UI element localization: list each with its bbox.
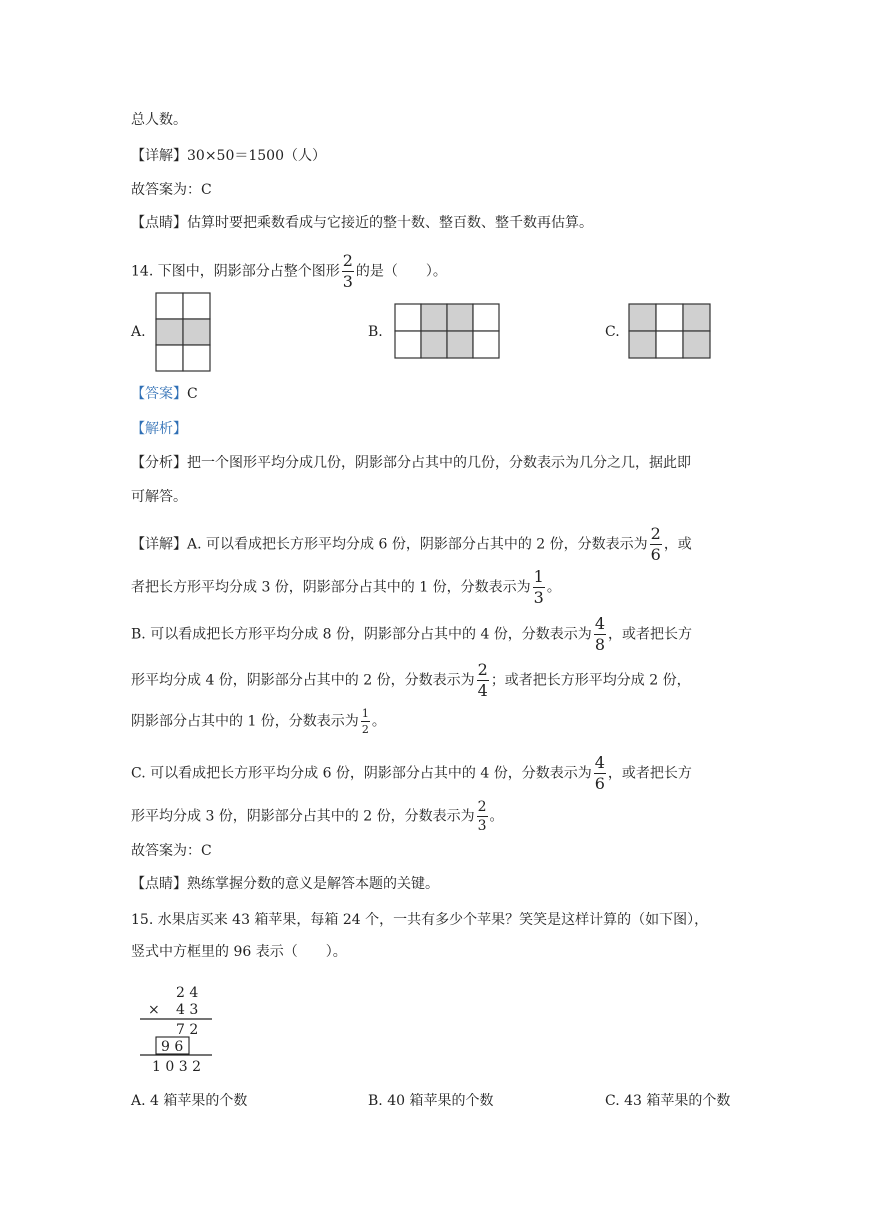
final-answer-line: 故答案为：C <box>131 843 212 859</box>
detail-text: 30×50＝1500（人） <box>187 148 326 164</box>
comment-line-2 <box>131 874 439 894</box>
comment-line <box>131 213 593 233</box>
answer-value: C <box>187 386 198 402</box>
detail-b-line-2 <box>131 662 691 699</box>
detail-b-text-1b: ，或者把长方 <box>608 626 692 643</box>
detail-a-text-1b: ，或 <box>663 536 692 553</box>
question-14-text-a: 14. 下图中，阴影部分占整个图形 <box>131 263 340 280</box>
analysis-text-1: 把一个图形平均分成几份，阴影部分占其中的几份，分数表示为几分之几，据此即 <box>187 455 691 471</box>
detail-b-line-1 <box>131 616 692 653</box>
fraction-two-thirds <box>342 253 354 290</box>
product-result: 1 0 3 2 <box>152 1059 201 1075</box>
q15-option-a: A. 4 箱苹果的个数 <box>131 1093 248 1109</box>
comment-text: 熟练掌握分数的意义是解答本题的关键。 <box>187 876 439 892</box>
fraction-1-2 <box>361 708 370 735</box>
fraction-numerator: 2 <box>477 660 488 679</box>
partial-product-1: 7 2 <box>176 1022 199 1038</box>
fraction-2-3 <box>477 800 488 833</box>
detail-a-text-2b: 。 <box>546 579 561 596</box>
question-14-text-b: 的是（ ）。 <box>355 263 447 280</box>
detail-a-text-2a: 者把长方形平均分成 3 份，阴影部分占其中的 1 份，分数表示为 <box>131 579 531 596</box>
multiplier: 4 3 <box>176 1002 199 1018</box>
fraction-2-6 <box>650 526 662 563</box>
analysis-heading: 【解析】 <box>131 421 187 437</box>
option-b-label: B. <box>368 324 383 340</box>
detail-tag: 【详解】 <box>131 536 187 553</box>
answer-14 <box>131 384 198 404</box>
fraction-numerator: 2 <box>650 524 661 543</box>
detail-b-text-1a: B. 可以看成把长方形平均分成 8 份，阴影部分占其中的 4 份，分数表示为 <box>131 626 592 643</box>
comment-text: 估算时要把乘数看成与它接近的整十数、整百数、整千数再估算。 <box>187 215 593 231</box>
detail-c-text-2b: 。 <box>489 808 504 825</box>
analysis-tag: 【分析】 <box>131 455 187 471</box>
detail-c-text-1b: ，或者把长方 <box>607 765 692 782</box>
fraction-numerator: 2 <box>477 799 487 815</box>
detail-c-text-1a: C. 可以看成把长方形平均分成 6 份，阴影部分占其中的 4 份，分数表示为 <box>131 765 592 782</box>
fraction-denominator: 8 <box>594 635 605 654</box>
analysis-line-1 <box>131 453 691 473</box>
times-sign: × <box>148 1002 160 1018</box>
figure-b-grid <box>394 303 502 361</box>
figure-c-grid <box>628 303 712 361</box>
multiplicand: 2 4 <box>176 985 199 1001</box>
text-line: 总人数。 <box>131 112 187 128</box>
detail-a-line-1 <box>131 526 692 563</box>
fraction-numerator: 4 <box>594 614 605 633</box>
fraction-denominator: 2 <box>361 723 369 736</box>
question-14 <box>131 253 447 290</box>
fraction-denominator: 4 <box>477 681 488 700</box>
q15-option-b: B. 40 箱苹果的个数 <box>368 1093 494 1109</box>
fraction-denominator: 6 <box>650 545 661 564</box>
fraction-numerator: 1 <box>533 567 544 586</box>
detail-line <box>131 146 326 166</box>
fraction-4-8 <box>594 616 606 653</box>
comment-tag: 【点睛】 <box>131 876 187 892</box>
answer-line: 故答案为：C <box>131 182 212 198</box>
fraction-denominator: 6 <box>594 774 605 793</box>
fraction-denominator: 3 <box>477 818 487 834</box>
detail-c-line-2 <box>131 800 504 833</box>
figure-a-grid <box>155 292 213 374</box>
detail-c-line-1 <box>131 755 692 792</box>
question-15-line-2: 竖式中方框里的 96 表示（ ）。 <box>131 944 347 960</box>
fraction-numerator: 4 <box>594 753 605 772</box>
detail-c-text-2a: 形平均分成 3 份，阴影部分占其中的 2 份，分数表示为 <box>131 808 475 825</box>
fraction-denominator: 3 <box>533 588 544 607</box>
fraction-1-3 <box>533 569 545 606</box>
analysis-line-2: 可解答。 <box>131 489 187 505</box>
answer-tag: 【答案】 <box>131 386 187 402</box>
detail-b-text-2b: ；或者把长方形平均分成 2 份， <box>490 672 691 689</box>
question-15-line-1: 15. 水果店买来 43 箱苹果，每箱 24 个，一共有多少个苹果？笑笑是这样计算的（如下图）， <box>131 912 709 928</box>
comment-tag: 【点睛】 <box>131 215 187 231</box>
fraction-denominator: 3 <box>342 272 353 291</box>
q15-option-c: C. 43 箱苹果的个数 <box>605 1093 731 1109</box>
fraction-numerator: 2 <box>342 251 353 270</box>
fraction-2-4 <box>477 662 489 699</box>
detail-a-line-2 <box>131 569 561 606</box>
detail-tag: 【详解】 <box>131 148 187 164</box>
partial-product-2: 9 6 <box>161 1039 184 1055</box>
detail-b-text-3b: 。 <box>371 713 386 730</box>
detail-a-text-1a: A. 可以看成把长方形平均分成 6 份，阴影部分占其中的 2 份，分数表示为 <box>187 536 648 553</box>
detail-b-line-3 <box>131 708 386 735</box>
detail-b-text-3a: 阴影部分占其中的 1 份，分数表示为 <box>131 713 359 730</box>
fraction-4-6 <box>594 755 606 792</box>
option-c-label: C. <box>605 324 620 340</box>
vertical-multiplication <box>140 982 220 1077</box>
option-a-label: A. <box>131 324 146 340</box>
fraction-numerator: 1 <box>361 707 369 720</box>
detail-b-text-2a: 形平均分成 4 份，阴影部分占其中的 2 份，分数表示为 <box>131 672 475 689</box>
